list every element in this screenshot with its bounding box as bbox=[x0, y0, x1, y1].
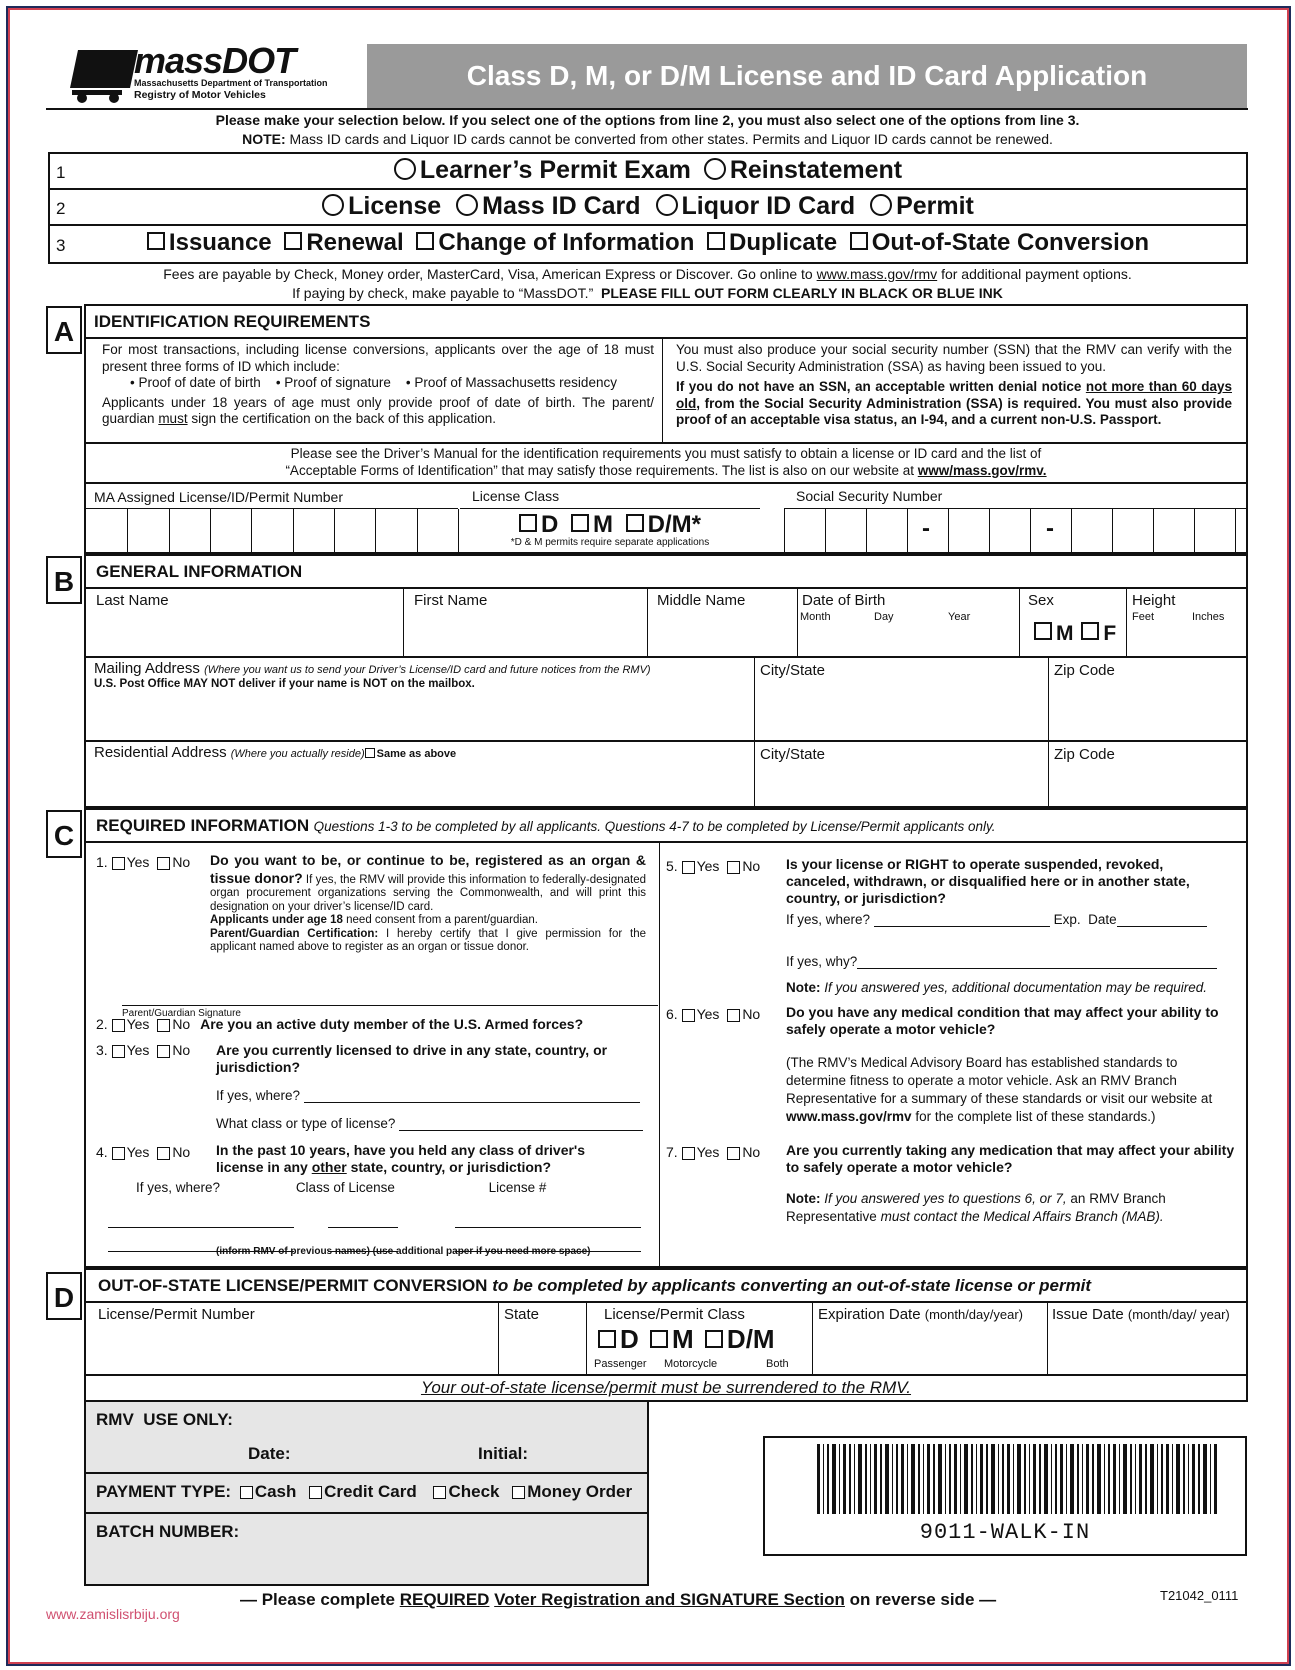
batch-number: BATCH NUMBER: bbox=[96, 1522, 240, 1541]
section-b-title: GENERAL INFORMATION bbox=[96, 562, 303, 581]
oos-conversion-checkbox[interactable]: Out-of-State Conversion bbox=[850, 229, 1149, 256]
question-2: 2. Yes No Are you an active duty member of the U.S. Armed forces? bbox=[96, 1016, 584, 1032]
checkbox-icon bbox=[1034, 622, 1052, 640]
section-c-header: REQUIRED INFORMATION Questions 1-3 to be completed by all applicants. Questions 4-7 to be completed by License/Permit applicants only. bbox=[96, 816, 996, 835]
q1-yes-checkbox[interactable]: Yes bbox=[112, 854, 150, 870]
payment-type: PAYMENT TYPE: Cash Credit Card Check Money Order bbox=[96, 1482, 633, 1501]
oos-license-number-field[interactable]: License/Permit Number bbox=[98, 1306, 255, 1323]
ssn-dash: - bbox=[1046, 515, 1054, 542]
middle-name-field[interactable]: Middle Name bbox=[657, 592, 746, 609]
class-sub-motorcycle: Motorcycle bbox=[664, 1358, 718, 1370]
q2-yes-checkbox[interactable]: Yes bbox=[112, 1016, 150, 1032]
q4-blanks-1[interactable] bbox=[108, 1210, 648, 1228]
rmv-initial: Initial: bbox=[478, 1444, 529, 1463]
title-bar bbox=[367, 44, 1247, 108]
dob-day: Day bbox=[874, 611, 894, 623]
renewal-checkbox[interactable]: Renewal bbox=[284, 229, 403, 256]
license-number-label: MA Assigned License/ID/Permit Number bbox=[94, 489, 343, 505]
section-d-header: OUT-OF-STATE LICENSE/PERMIT CONVERSION to be completed by applicants converting an out-of-state license or permit bbox=[98, 1276, 1092, 1295]
radio-circle-icon bbox=[456, 194, 478, 216]
question-7: 7. Yes No bbox=[666, 1144, 761, 1160]
barcode-icon bbox=[817, 1444, 1237, 1514]
license-class-label: License Class bbox=[472, 488, 560, 504]
reinstatement-radio[interactable]: Reinstatement bbox=[704, 156, 902, 184]
section-letter-b: B bbox=[46, 556, 82, 604]
rmv-date: Date: bbox=[248, 1444, 291, 1463]
checkbox-icon bbox=[626, 514, 644, 532]
question-5: 5. Yes No bbox=[666, 858, 761, 874]
class-dm-checkbox[interactable]: D/M* bbox=[626, 511, 701, 538]
sex-m-checkbox[interactable]: M bbox=[1034, 622, 1074, 645]
section-b bbox=[84, 554, 1248, 808]
permit-radio[interactable]: Permit bbox=[870, 192, 974, 220]
rmv-link[interactable]: www.mass.gov/rmv bbox=[816, 266, 938, 282]
check-checkbox[interactable]: Check bbox=[433, 1482, 499, 1501]
q7-no-checkbox[interactable]: No bbox=[727, 1144, 760, 1160]
checkbox-icon bbox=[571, 514, 589, 532]
q4-note: (inform RMV of previous names) (use additional paper if you need more space) bbox=[216, 1246, 591, 1257]
q3-text: Are you currently licensed to drive in any state, country, or jurisdiction? bbox=[216, 1042, 608, 1075]
mailing-address-field[interactable]: Mailing Address (Where you want us to send your Driver’s License/ID card and future notices from the RMV) bbox=[94, 660, 651, 677]
id-bullets: • Proof of date of birth • Proof of signature • Proof of Massachusetts residency bbox=[130, 375, 617, 390]
class-d-checkbox[interactable]: D bbox=[519, 511, 558, 538]
checkbox-icon bbox=[850, 232, 868, 250]
ssn-boxes[interactable] bbox=[784, 508, 1246, 553]
radio-circle-icon bbox=[704, 158, 726, 180]
liquor-id-radio[interactable]: Liquor ID Card bbox=[656, 192, 856, 220]
drivers-manual-note: Please see the Driver’s Manual for the identification requirements you must satisfy to obtain a license or ID card and the list of “Acceptable Forms of Identification” that may satisfy those requirements. The list is also on our website at www/mass.gov/rmv. bbox=[285, 446, 1047, 478]
credit-card-checkbox[interactable]: Credit Card bbox=[309, 1482, 417, 1501]
fees-line2: If paying by check, make payable to “MassDOT.” PLEASE FILL OUT FORM CLEARLY IN BLACK OR BLUE INK bbox=[292, 285, 1003, 301]
medical-standards-link[interactable]: www.mass.gov/rmv bbox=[786, 1109, 912, 1124]
id-left-para: For most transactions, including license conversions, applicants over the age of 18 must present three forms of ID which include: • Proof of date of birth • Proof of signature • Proof of Massachusetts residency Applicants under 18 years of age must only provide proof of date of birth. The parent/ guardian must sign the certification on the back of this application. bbox=[102, 342, 654, 426]
oos-class-label: License/Permit Class bbox=[604, 1306, 745, 1323]
fees-line1: Fees are payable by Check, Money order, MasterCard, Visa, American Express or Discover. Go online to www.mass.gov/rmv for additional payment options. bbox=[163, 266, 1132, 282]
last-name-field[interactable]: Last Name bbox=[96, 592, 169, 609]
oos-class-d-checkbox[interactable]: D bbox=[598, 1324, 639, 1354]
oos-expiration-field[interactable]: Expiration Date (month/day/year) bbox=[818, 1306, 1023, 1323]
oos-state-field[interactable]: State bbox=[504, 1306, 540, 1323]
oos-class-dm-checkbox[interactable]: D/M bbox=[705, 1324, 775, 1354]
barcode-box bbox=[763, 1436, 1247, 1556]
barcode-text: 9011-WALK-IN bbox=[919, 1520, 1091, 1545]
logo-sub2: Registry of Motor Vehicles bbox=[134, 89, 266, 101]
residential-zip[interactable]: Zip Code bbox=[1054, 746, 1115, 763]
section-letter-d: D bbox=[46, 1272, 82, 1320]
license-number-boxes[interactable] bbox=[86, 508, 458, 553]
row-number: 3 bbox=[56, 236, 66, 255]
height-field[interactable]: Height bbox=[1132, 592, 1176, 609]
checkbox-icon bbox=[1081, 622, 1099, 640]
q3-class[interactable]: What class or type of license? bbox=[216, 1116, 643, 1131]
q6-no-checkbox[interactable]: No bbox=[727, 1006, 760, 1022]
class-note: *D & M permits require separate applications bbox=[510, 537, 710, 548]
q3-no-checkbox[interactable]: No bbox=[157, 1042, 190, 1058]
residential-city-state[interactable]: City/State bbox=[760, 746, 826, 763]
dob-year: Year bbox=[948, 611, 971, 623]
rmv-use-only-box bbox=[84, 1400, 649, 1586]
q6-info: (The RMV’s Medical Advisory Board has established standards to determine fitness to operate a motor vehicle. Ask an RMV Branch Representative for a summary of these standards or visit our website at www.mass.gov/rmv for the complete list of these standards.) bbox=[786, 1055, 1213, 1124]
section-c: REQUIRED INFORMATION Questions 1-3 to be completed by all applicants. Questions 4-7 to be completed by License/Permit applicants only. 1. Yes No Do you want to be, or continue to be, registered as an organ & tissue donor? If yes, the RMV will provide this information to federally-designated organ procurement organizations serving the Commonwealth, and will print this designation on your driver’s license/ID card. Applicants under age 18 need consent from a parent/guardian. Parent/Guardian Certification: I hereby certify that I give permission for the applicant named above to register as an organ or tissue donor. Parent/Guardian Signature 2. Yes No Are you an active duty member of the U.S. Armed forces? 3. Yes No Are you currently licensed to drive in any state, country, or jurisdiction? If yes, where? What class or type of license? 4. Yes No In the past 10 years, have you held any class of driver's license in any other state, country, or jurisdiction? If yes, where? Class of License License # (inform RMV of previous names) (use additional paper if you need more space) 5. Yes No Is your license or RIGHT to operate suspended, revoked, canceled, withdrawn, or disqualified here or in another state, country, or jurisdiction? If yes, where? Exp. Date If yes, why? Note: If you answered yes, additional documentation may be required. 6. Yes No Do you have any medical condition that may affect your ability to safely operate a motor vehicle? (The RMV’s Medical Advisory Board has established standards to determine fitness to operate a motor vehicle. Ask an RMV Branch Representative for a summary of these standards or visit our website at www.mass.gov/rmv for the complete list of these standards.) 7. Yes No Are you currently taking any medication that may affect your ability to safely operate a motor vehicle? Note: If you answered yes to questions 6, or 7, an RMV Branch Representative must contact the Medical Affairs Branch (MAB). bbox=[84, 808, 1248, 1268]
truck-logo-icon bbox=[68, 46, 138, 104]
form-title: Class D, M, or D/M License and ID Card Application bbox=[466, 60, 1148, 91]
row-number: 2 bbox=[56, 199, 66, 218]
ssn-dash: - bbox=[922, 515, 930, 542]
q5-yes-checkbox[interactable]: Yes bbox=[682, 858, 720, 874]
class-m-checkbox[interactable]: M bbox=[571, 511, 613, 538]
logo-sub1: Massachusetts Department of Transportation bbox=[134, 78, 328, 88]
question-4: 4. Yes No bbox=[96, 1144, 191, 1160]
note-label: NOTE: bbox=[242, 131, 286, 147]
q1-no-checkbox[interactable]: No bbox=[157, 854, 190, 870]
q4-headers: If yes, where? Class of License License # bbox=[136, 1180, 547, 1195]
change-info-checkbox[interactable]: Change of Information bbox=[416, 229, 694, 256]
section-a bbox=[84, 304, 1248, 554]
checkbox-icon bbox=[519, 514, 537, 532]
radio-circle-icon bbox=[394, 158, 416, 180]
q7-yes-checkbox[interactable]: Yes bbox=[682, 1144, 720, 1160]
money-order-checkbox[interactable]: Money Order bbox=[512, 1482, 632, 1501]
q5-where[interactable]: If yes, where? Exp. Date bbox=[786, 912, 1207, 927]
selection-row-3 bbox=[48, 224, 1248, 264]
q5-no-checkbox[interactable]: No bbox=[727, 858, 760, 874]
surrender-note: Your out-of-state license/permit must be surrendered to the RMV. bbox=[420, 1378, 912, 1397]
cash-checkbox[interactable]: Cash bbox=[240, 1482, 297, 1501]
q6-yes-checkbox[interactable]: Yes bbox=[682, 1006, 720, 1022]
q4-no-checkbox[interactable]: No bbox=[157, 1144, 190, 1160]
row-number: 1 bbox=[56, 163, 66, 182]
license-radio[interactable]: License bbox=[322, 192, 441, 220]
website-link[interactable]: www/mass.gov/rmv. bbox=[917, 462, 1047, 478]
checkbox-icon bbox=[284, 232, 302, 250]
logo-name: massDOT bbox=[134, 40, 296, 81]
checkbox-icon bbox=[707, 232, 725, 250]
sex-label: Sex bbox=[1028, 592, 1054, 609]
learners-permit-radio[interactable]: Learner’s Permit Exam bbox=[394, 156, 691, 184]
q3-yes-checkbox[interactable]: Yes bbox=[112, 1042, 150, 1058]
section-letter-a: A bbox=[46, 306, 82, 354]
q6-text: Do you have any medical condition that may affect your ability to safely operate a motor vehicle? bbox=[786, 1004, 1219, 1037]
mailing-city-state[interactable]: City/State bbox=[760, 662, 826, 679]
selection-row-2 bbox=[48, 188, 1248, 226]
radio-circle-icon bbox=[322, 194, 344, 216]
radio-circle-icon bbox=[656, 194, 678, 216]
q3-where[interactable]: If yes, where? bbox=[216, 1088, 640, 1103]
parent-signature-label: Parent/Guardian Signature bbox=[122, 1008, 241, 1019]
q5-text: Is your license or RIGHT to operate suspended, revoked, canceled, withdrawn, or disqualified here or in another state, country, or jurisdiction? bbox=[786, 856, 1190, 906]
q5-note: Note: If you answered yes, additional documentation may be required. bbox=[786, 980, 1207, 995]
note-text: Mass ID cards and Liquor ID cards cannot be converted from other states. Permits and Liquor ID cards cannot be renewed. bbox=[289, 131, 1053, 147]
dob-month: Month bbox=[800, 611, 831, 623]
first-name-field[interactable]: First Name bbox=[414, 592, 488, 609]
checkbox-icon bbox=[416, 232, 434, 250]
mailing-zip[interactable]: Zip Code bbox=[1054, 662, 1115, 679]
footer-instruction: — Please complete REQUIRED Voter Registration and SIGNATURE Section on reverse side — bbox=[240, 1590, 997, 1609]
q2-no-checkbox[interactable]: No bbox=[157, 1016, 190, 1032]
intro-line1: Please make your selection below. If you select one of the options from line 2, you must also select one of the options from line 3. bbox=[215, 112, 1080, 128]
question-6: 6. Yes No bbox=[666, 1006, 761, 1022]
mailing-warning: U.S. Post Office MAY NOT deliver if your name is NOT on the mailbox. bbox=[94, 678, 475, 690]
q4-yes-checkbox[interactable]: Yes bbox=[112, 1144, 150, 1160]
q7-text: Are you currently taking any medication that may affect your ability to safely operate a motor vehicle? bbox=[786, 1142, 1235, 1175]
id-right-para: You must also produce your social security number (SSN) that the RMV can verify with the U.S. Social Security Administration (SSA) as having been issued to you. If you do not have an SSN, an acceptable written denial notice not more than 60 days old, from the Social Security Administration (SSA) is required. You must also provide proof of an acceptable visa status, an I-94, and a current non-U.S. Passport. bbox=[676, 342, 1232, 427]
sex-options bbox=[1034, 622, 1116, 646]
duplicate-checkbox[interactable]: Duplicate bbox=[707, 229, 837, 256]
same-as-above-checkbox[interactable] bbox=[365, 748, 375, 758]
selection-row-1 bbox=[48, 152, 1248, 190]
rmv-title: RMV USE ONLY: bbox=[96, 1410, 233, 1429]
issuance-checkbox[interactable]: Issuance bbox=[147, 229, 272, 256]
intro-note bbox=[0, 131, 1295, 147]
massdot-logo bbox=[68, 40, 338, 106]
sex-f-checkbox[interactable]: F bbox=[1081, 622, 1116, 645]
watermark: www.zamislisrbiju.org bbox=[46, 1606, 180, 1622]
license-class-options bbox=[460, 508, 760, 553]
checkbox-icon bbox=[147, 232, 165, 250]
dob-field[interactable]: Date of Birth bbox=[802, 592, 886, 609]
mass-id-radio[interactable]: Mass ID Card bbox=[456, 192, 640, 220]
checkbox-icon bbox=[598, 1330, 616, 1348]
class-sub-both: Both bbox=[766, 1358, 789, 1370]
ssn-label: Social Security Number bbox=[796, 488, 943, 504]
radio-circle-icon bbox=[870, 194, 892, 216]
checkbox-icon bbox=[650, 1330, 668, 1348]
header-rule bbox=[46, 108, 1248, 110]
oos-issue-field[interactable]: Issue Date (month/day/ year) bbox=[1052, 1306, 1230, 1323]
checkbox-icon bbox=[705, 1330, 723, 1348]
height-feet: Feet bbox=[1132, 611, 1155, 623]
oos-class-m-checkbox[interactable]: M bbox=[650, 1324, 694, 1354]
residential-address-field[interactable]: Residential Address (Where you actually reside) Same as above bbox=[94, 744, 457, 761]
oos-class-options bbox=[598, 1324, 775, 1355]
question-3: 3. Yes No bbox=[96, 1042, 191, 1058]
q4-text: In the past 10 years, have you held any class of driver's license in any other state, country, or jurisdiction? bbox=[216, 1142, 586, 1175]
class-sub-passenger: Passenger bbox=[594, 1358, 647, 1370]
parent-signature-line[interactable] bbox=[122, 1004, 658, 1006]
section-letter-c: C bbox=[46, 810, 82, 858]
section-d bbox=[84, 1268, 1248, 1402]
q7-note: Note: If you answered yes to questions 6, or 7, an RMV Branch Representative must contact the Medical Affairs Branch (MAB). bbox=[786, 1191, 1166, 1224]
form-code: T21042_0111 bbox=[1160, 1588, 1239, 1603]
height-inches: Inches bbox=[1192, 611, 1225, 623]
section-a-title: IDENTIFICATION REQUIREMENTS bbox=[94, 312, 371, 331]
q5-why[interactable]: If yes, why? bbox=[786, 954, 1217, 969]
